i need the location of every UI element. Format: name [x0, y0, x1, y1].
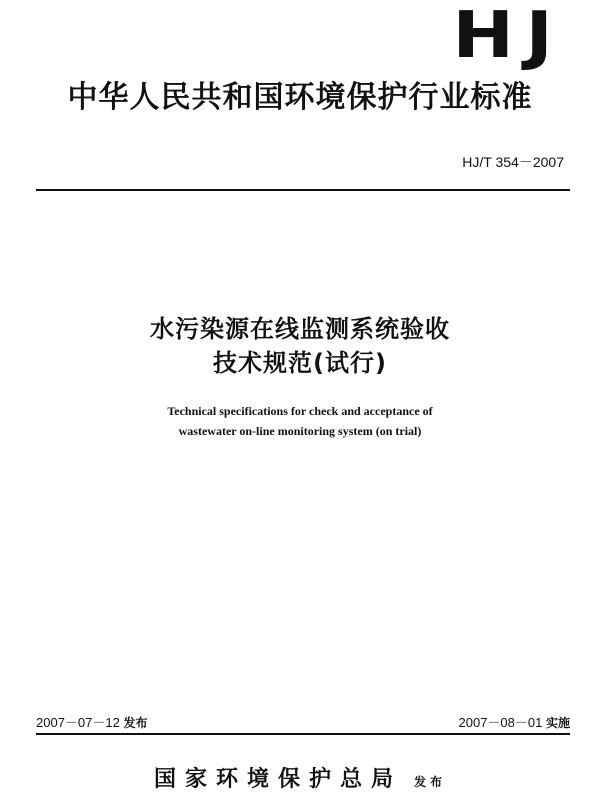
publisher-suffix: 发布 — [414, 775, 447, 789]
issue-date: 2007－07－12 — [36, 715, 120, 730]
implement-label: 实施 — [545, 716, 570, 730]
publisher-name: 国家环境保护总局 — [153, 766, 402, 792]
title-cn-line2: 技术规范(试行) — [213, 349, 387, 377]
issue-label: 发布 — [123, 716, 148, 730]
bottom-divider — [36, 733, 570, 735]
org-title: 中华人民共和国环境保护行业标准 — [67, 80, 533, 115]
implement-date-block — [459, 712, 570, 731]
issue-date-block — [36, 712, 147, 731]
title-en-line2: wastewater on-line monitoring system (on trial) — [178, 424, 422, 438]
top-divider — [36, 189, 570, 191]
title-cn-line1: 水污染源在线监测系统验收 — [150, 315, 450, 343]
standard-number: HJ/T 354－2007 — [462, 154, 564, 170]
publisher — [0, 762, 600, 793]
title-en-line1: Technical specifications for check and acceptance of — [167, 404, 433, 418]
hj-logo: HJ — [452, 0, 564, 73]
implement-date: 2007－08－01 — [458, 715, 543, 730]
